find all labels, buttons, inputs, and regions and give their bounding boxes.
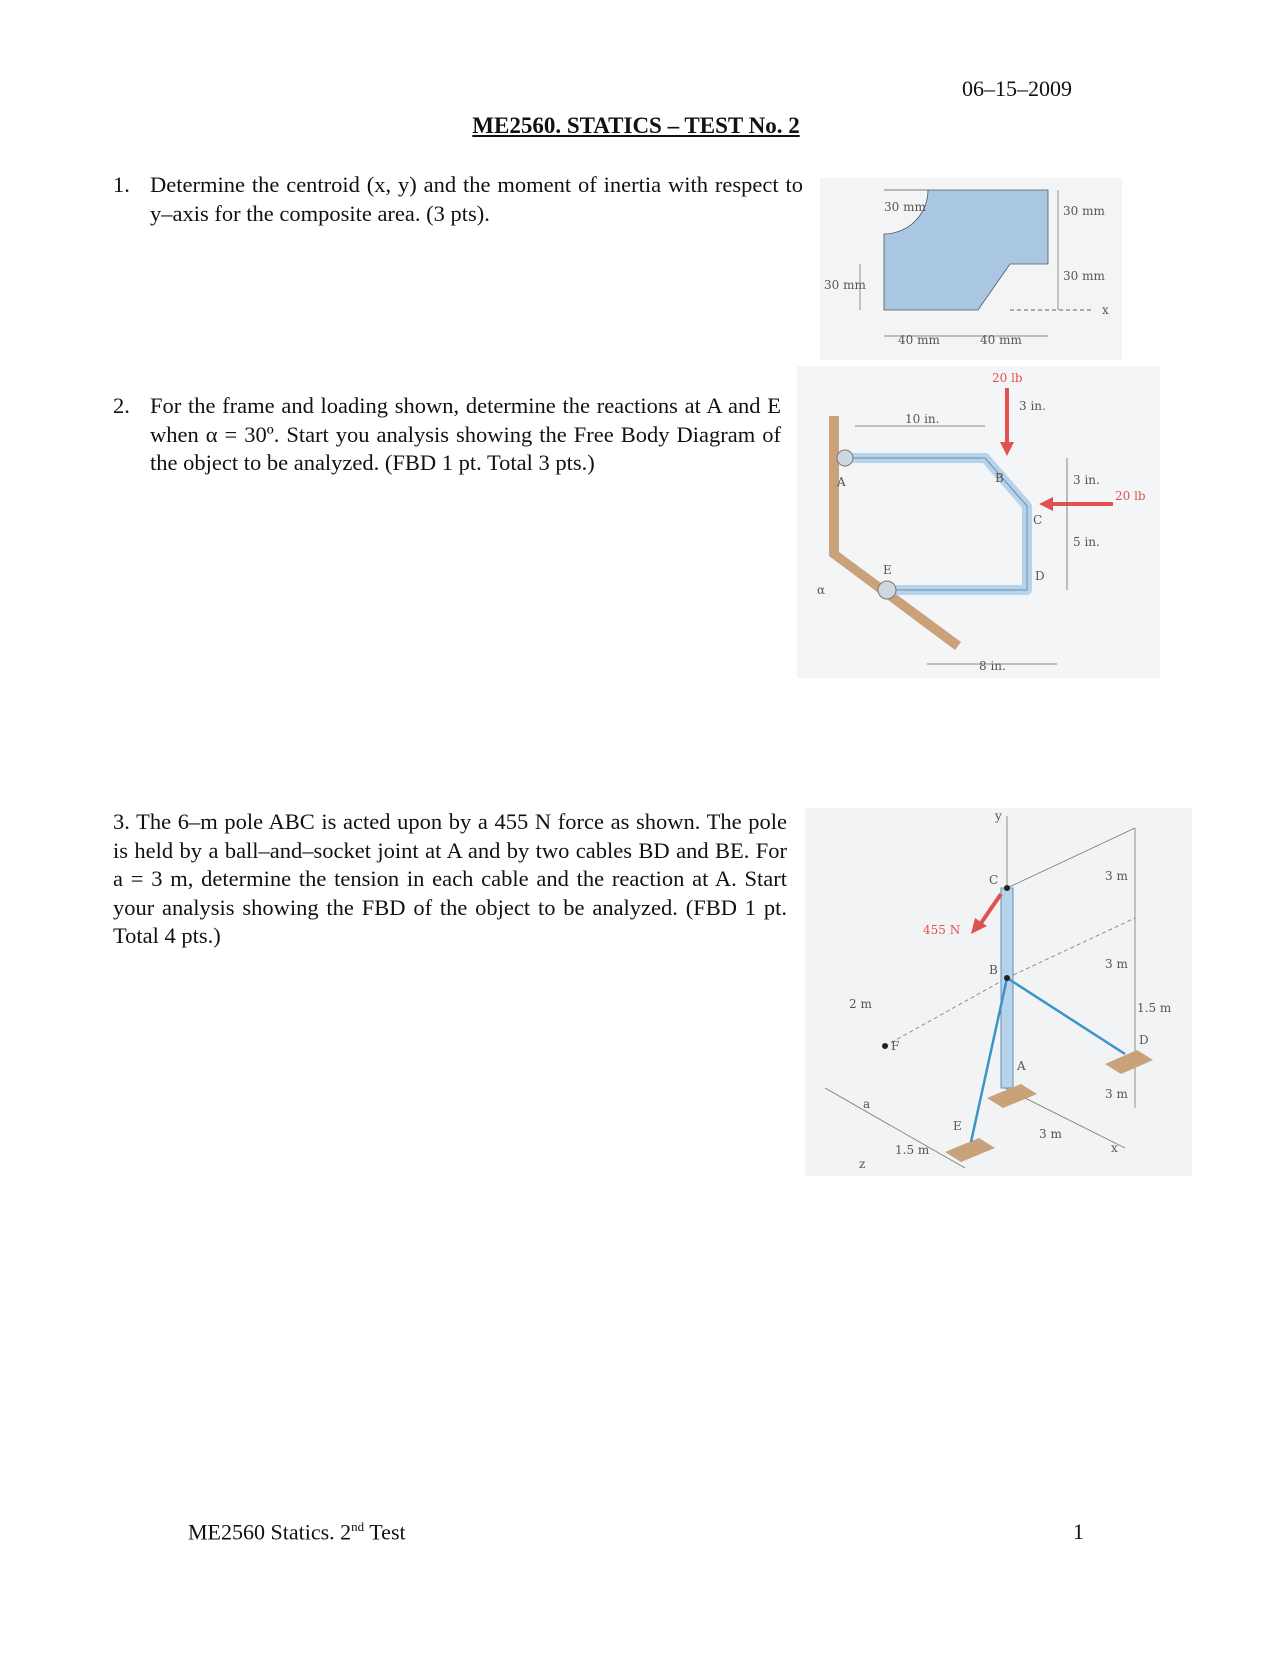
question-2: [113, 392, 781, 478]
question-3-text: 3. The 6–m pole ABC is acted upon by a 455 N force as shown. The pole is held by a ball–and–socket joint at A and by two cables BD and BE. For a = 3 m, determine the tension in each cable and the reaction at A. Start your analysis showing the FBD of the object to be analyzed. (FBD 1 pt. Total 4 pts.): [113, 809, 787, 948]
fig3-label-e: E: [953, 1119, 962, 1133]
fig2-label-d: D: [1035, 569, 1045, 583]
fig1-label-5: 40 mm: [898, 333, 940, 347]
question-3: [113, 808, 787, 951]
fig1-label-1: 30 mm: [884, 200, 926, 214]
question-1-number: 1.: [113, 172, 130, 197]
question-2-text: For the frame and loading shown, determine the reactions at A and E when α = 30º. Start you analysis showing the Free Body Diagram of the object to be analyzed. (FBD 1 pt. Total 3 pts.): [150, 393, 781, 475]
figure-pole: [805, 808, 1192, 1176]
fig3-dim-1-5m-a: 1.5 m: [1137, 1001, 1172, 1015]
fig3-dim-3m-a: 3 m: [1105, 869, 1128, 883]
figure-composite-area: [820, 178, 1122, 360]
fig3-label-d: D: [1139, 1033, 1149, 1047]
test-date: 06–15–2009: [962, 76, 1072, 101]
test-title-text: ME2560. STATICS – TEST No. 2: [472, 113, 800, 138]
fig2-force-top: 20 lb: [992, 371, 1023, 385]
fig3-label-a: A: [1017, 1059, 1026, 1073]
fig2-dim-10: 10 in.: [905, 412, 940, 426]
fig3-dim-3m-b: 3 m: [1105, 957, 1128, 971]
footer-course-tail: Test: [364, 1519, 406, 1545]
fig3-label-b: B: [989, 963, 998, 977]
fig2-dim-3-top: 3 in.: [1019, 399, 1046, 413]
figure-frame: [797, 366, 1160, 678]
fig3-axis-x: x: [1111, 1141, 1118, 1155]
fig3-label-c: C: [989, 873, 999, 887]
fig2-label-c: C: [1033, 513, 1043, 527]
footer-course: [188, 1519, 406, 1545]
fig3-force-label: 455 N: [923, 923, 961, 937]
pole-abc: [1001, 888, 1013, 1088]
question-1: [113, 171, 803, 228]
fig3-dim-3m-c: 3 m: [1105, 1087, 1128, 1101]
fig3-dim-3m-d: 3 m: [1039, 1127, 1062, 1141]
fig1-label-2: 30 mm: [1063, 204, 1105, 218]
fig2-label-alpha: α: [817, 583, 826, 597]
fig2-label-e: E: [883, 563, 892, 577]
fig2-label-a: A: [837, 475, 846, 489]
fig2-dim-5: 5 in.: [1073, 535, 1100, 549]
page-number: 1: [1073, 1519, 1084, 1544]
fig3-label-a-dim: a: [863, 1097, 871, 1111]
footer-course-sup: nd: [351, 1519, 365, 1534]
footer-course-main: ME2560 Statics. 2: [188, 1519, 352, 1545]
pin-a: [837, 450, 853, 466]
fig2-dim-3-side: 3 in.: [1073, 473, 1100, 487]
fig1-label-7: x: [1102, 303, 1109, 317]
fig2-force-side: 20 lb: [1115, 489, 1146, 503]
fig3-axis-z: z: [859, 1157, 866, 1171]
fig1-label-3: 30 mm: [824, 278, 866, 292]
fig3-dim-2m: 2 m: [849, 997, 872, 1011]
test-title: [0, 113, 1280, 139]
fig2-label-b: B: [995, 471, 1004, 485]
pin-e: [878, 581, 896, 599]
fig3-label-f: F: [891, 1039, 900, 1053]
question-1-text: Determine the centroid (x, y) and the moment of inertia with respect to y–axis for the composite area. (3 pts).: [150, 172, 803, 226]
question-2-number: 2.: [113, 393, 130, 418]
fig1-label-6: 40 mm: [980, 333, 1022, 347]
fig1-label-4: 30 mm: [1063, 269, 1105, 283]
fig3-dim-1-5m-b: 1.5 m: [895, 1143, 930, 1157]
fig3-label-y: y: [995, 809, 1002, 823]
fig2-dim-8: 8 in.: [979, 659, 1006, 673]
